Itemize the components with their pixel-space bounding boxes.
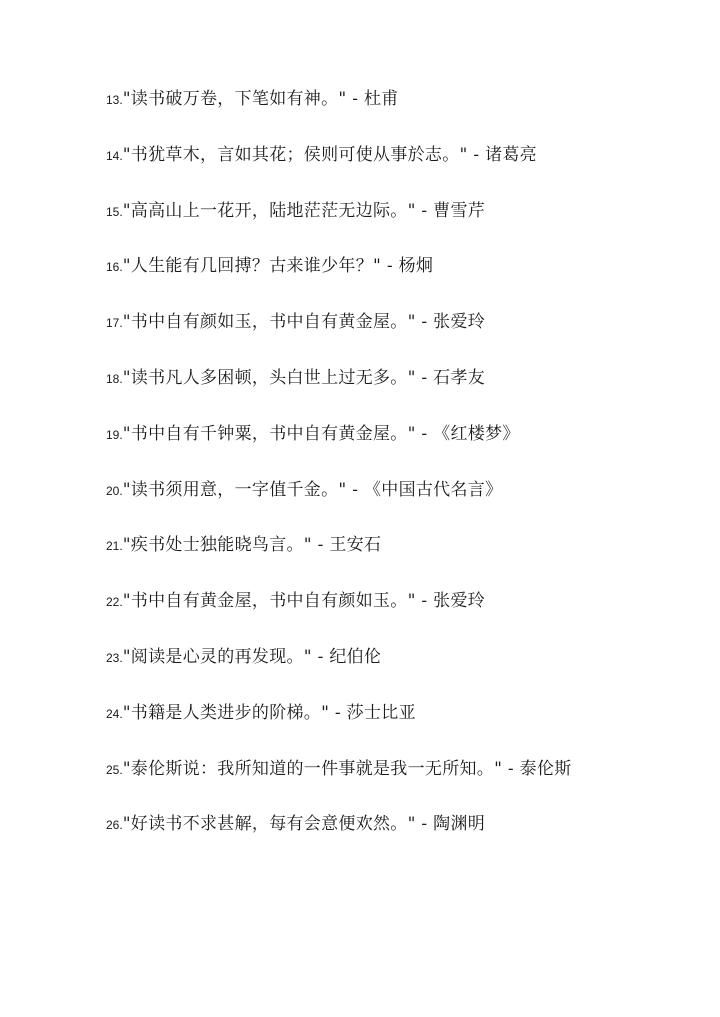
quote-text: "书籍是人类进步的阶梯。" - 莎士比亚 bbox=[122, 702, 416, 723]
quote-text: "好读书不求甚解，每有会意便欢然。" - 陶渊明 bbox=[122, 814, 486, 835]
quote-list bbox=[106, 84, 572, 865]
quote-number: 23. bbox=[106, 650, 123, 665]
quote-text: "读书须用意，一字值千金。" - 《中国古代名言》 bbox=[122, 479, 503, 500]
quote-item bbox=[106, 84, 572, 140]
quote-number: 14. bbox=[106, 148, 123, 163]
quote-text: "疾书处士独能晓鸟言。" - 王安石 bbox=[122, 535, 382, 556]
quote-number: 24. bbox=[106, 706, 123, 721]
quote-number: 13. bbox=[106, 93, 123, 107]
quote-number: 25. bbox=[106, 762, 123, 777]
quote-item bbox=[106, 586, 572, 642]
quote-text: "泰伦斯说：我所知道的一件事就是我一无所知。" - 泰伦斯 bbox=[122, 758, 572, 779]
quote-number: 19. bbox=[106, 427, 123, 442]
quote-item bbox=[106, 642, 572, 698]
quote-item bbox=[106, 530, 572, 586]
quote-text: "人生能有几回搏？古来谁少年？" - 杨炯 bbox=[122, 256, 434, 277]
quote-number: 18. bbox=[106, 371, 123, 386]
quote-number: 15. bbox=[106, 204, 123, 219]
quote-number: 20. bbox=[106, 483, 123, 498]
quote-text: "书犹草木，言如其花；侯则可使从事於志。" - 诸葛亮 bbox=[122, 144, 537, 165]
quote-text: "高高山上一花开，陆地茫茫无边际。" - 曹雪芹 bbox=[122, 200, 486, 221]
quote-number: 26. bbox=[106, 818, 123, 833]
quote-number: 16. bbox=[106, 260, 123, 275]
quote-item bbox=[106, 140, 572, 196]
quote-text: "书中自有颜如玉，书中自有黄金屋。" - 张爱玲 bbox=[122, 312, 486, 333]
quote-item bbox=[106, 698, 572, 754]
quote-item bbox=[106, 419, 572, 475]
quote-text: "读书凡人多困顿，头白世上过无多。" - 石孝友 bbox=[122, 367, 486, 388]
quote-item bbox=[106, 307, 572, 363]
quote-item bbox=[106, 475, 572, 531]
quote-item bbox=[106, 809, 572, 865]
quote-item bbox=[106, 754, 572, 810]
quote-item bbox=[106, 363, 572, 419]
quote-text: "书中自有黄金屋，书中自有颜如玉。" - 张爱玲 bbox=[122, 591, 486, 612]
quote-number: 22. bbox=[106, 595, 123, 610]
quote-number: 21. bbox=[106, 539, 123, 554]
quote-text: "书中自有千钟粟，书中自有黄金屋。" - 《红楼梦》 bbox=[122, 423, 520, 444]
quote-number: 17. bbox=[106, 316, 123, 331]
quote-item bbox=[106, 251, 572, 307]
quote-text: "读书破万卷，下笔如有神。" - 杜甫 bbox=[122, 89, 399, 109]
quote-text: "阅读是心灵的再发现。" - 纪伯伦 bbox=[122, 646, 382, 667]
quote-item bbox=[106, 196, 572, 252]
